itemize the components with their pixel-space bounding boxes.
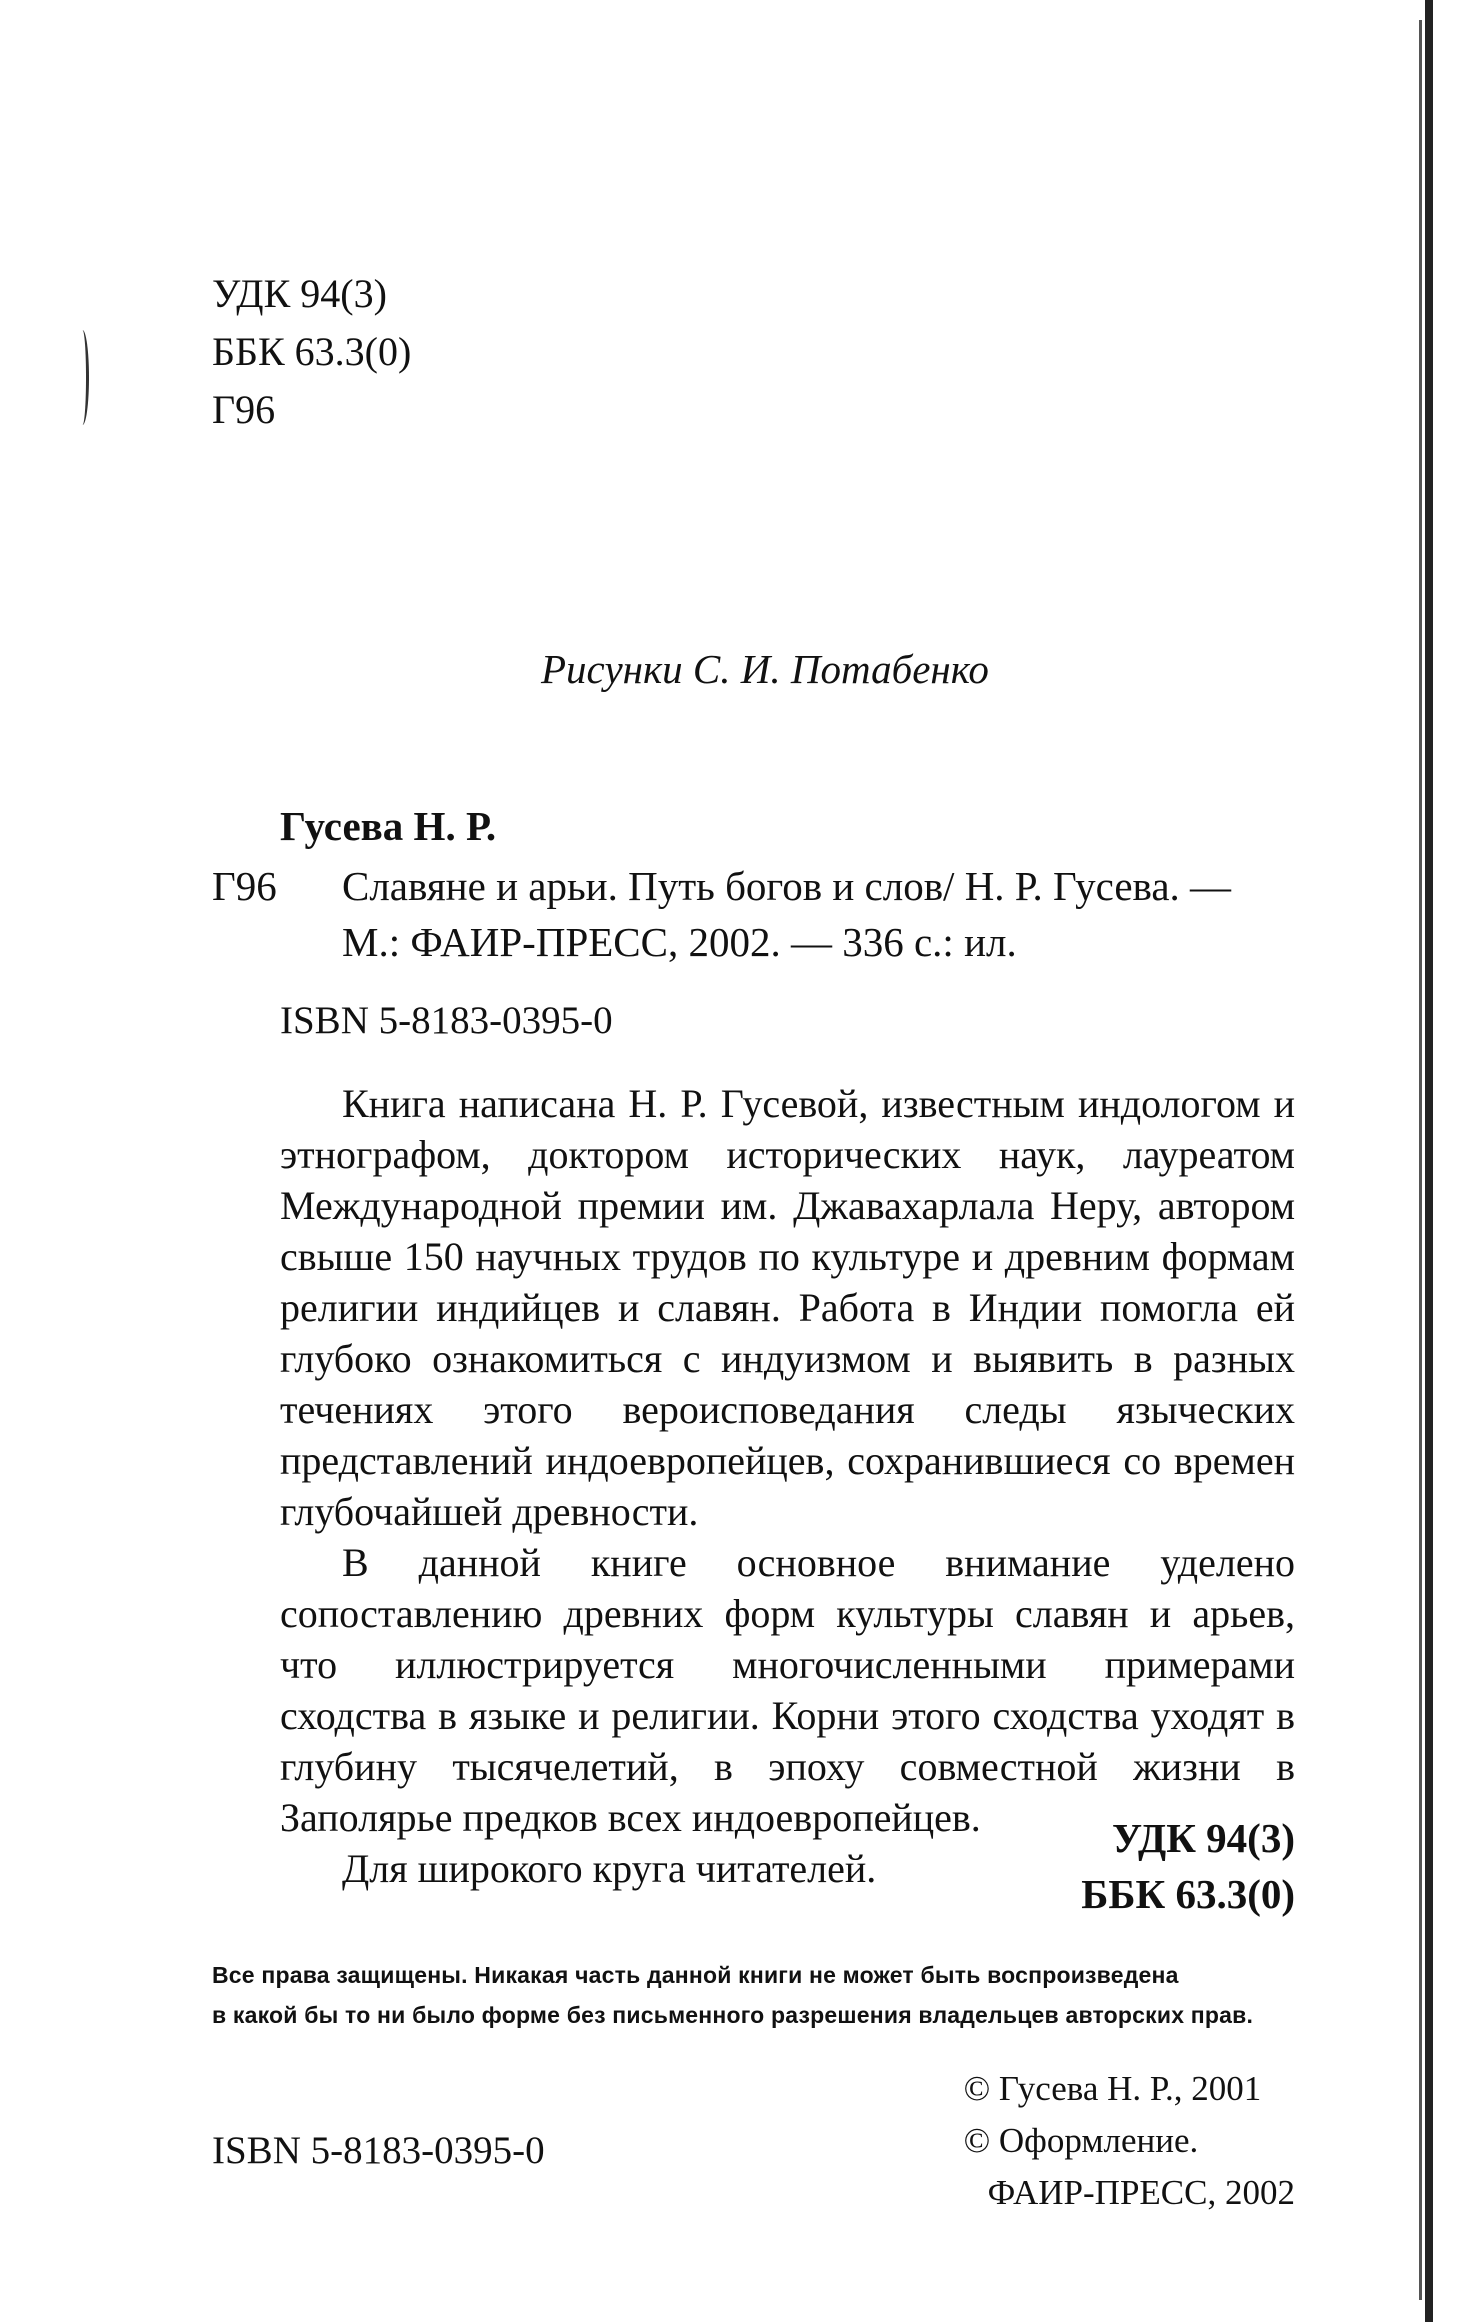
rights-line-2: в какой бы то ни было форме без письменного разрешения владельцев авторских прав. (212, 2002, 1254, 2028)
annotation (280, 1078, 1295, 1894)
page-edge-shadow (1425, 0, 1433, 2322)
author-sign: Г96 (212, 387, 276, 432)
annotation-paragraph-1: Книга написана Н. Р. Гусевой, известным индологом и этнографом, доктором исторических наук, лауреатом Международной премии им. Джавахарлала Неру, автором свыше 150 научных трудов по культуре и древним формам религии индийцев и славян. Работа в Индии помогла ей глубоко ознакомиться с индуизмом и выявить в разных течениях этого вероисповедания следы языческих представлений индоевропейцев, сохранившиеся со времен глубочайшей древности. (280, 1081, 1295, 1534)
page-edge-line (1419, 20, 1422, 2300)
bibliographic-line-2: М.: ФАИР-ПРЕСС, 2002. — 336 с.: ил. (342, 919, 1017, 965)
copyright-author: © Гусева Н. Р., 2001 (963, 2069, 1262, 2108)
illustrations-credit: Рисунки С. И. Потабенко (541, 646, 989, 692)
rights-line-1: Все права защищены. Никакая часть данной книги не может быть воспроизведена (212, 1962, 1179, 1988)
copyright-publisher: ФАИР-ПРЕСС, 2002 (987, 2173, 1295, 2212)
isbn-middle: ISBN 5-8183-0395-0 (280, 999, 613, 1042)
annotation-paragraph-3: Для широкого круга читателей. (342, 1846, 877, 1891)
udk-code: УДК 94(3) (212, 271, 387, 316)
author-name: Гусева Н. Р. (280, 803, 497, 849)
udk-code-right: УДК 94(3) (1112, 1815, 1295, 1861)
bibliographic-title: Славяне и арьи. Путь богов и слов/ Н. Р. Гусева. — (342, 863, 1232, 909)
copyright-block (964, 2063, 1295, 2219)
rights-notice (212, 1955, 1295, 2035)
annotation-paragraph-2: В данной книге основное внимание уделено сопоставлению древних форм культуры славян и арьев, что иллюстрируется многочисленными примерами сходства в языке и религии. Корни этого сходства уходят в глубину тысячелетий, в эпоху совместной жизни в Заполярье предков всех индоевропейцев. (280, 1540, 1295, 1840)
classification-block (212, 265, 411, 439)
bibliographic-code: Г96 (212, 863, 277, 909)
copyright-design: © Оформление. (963, 2121, 1199, 2160)
bbk-code: ББК 63.3(0) (212, 329, 412, 374)
bbk-code-right: ББК 63.3(0) (1081, 1871, 1295, 1917)
classification-block-right (1081, 1810, 1295, 1922)
bibliographic-line-1 (212, 862, 1231, 910)
isbn-bottom: ISBN 5-8183-0395-0 (212, 2129, 545, 2172)
scan-mark (76, 330, 89, 425)
